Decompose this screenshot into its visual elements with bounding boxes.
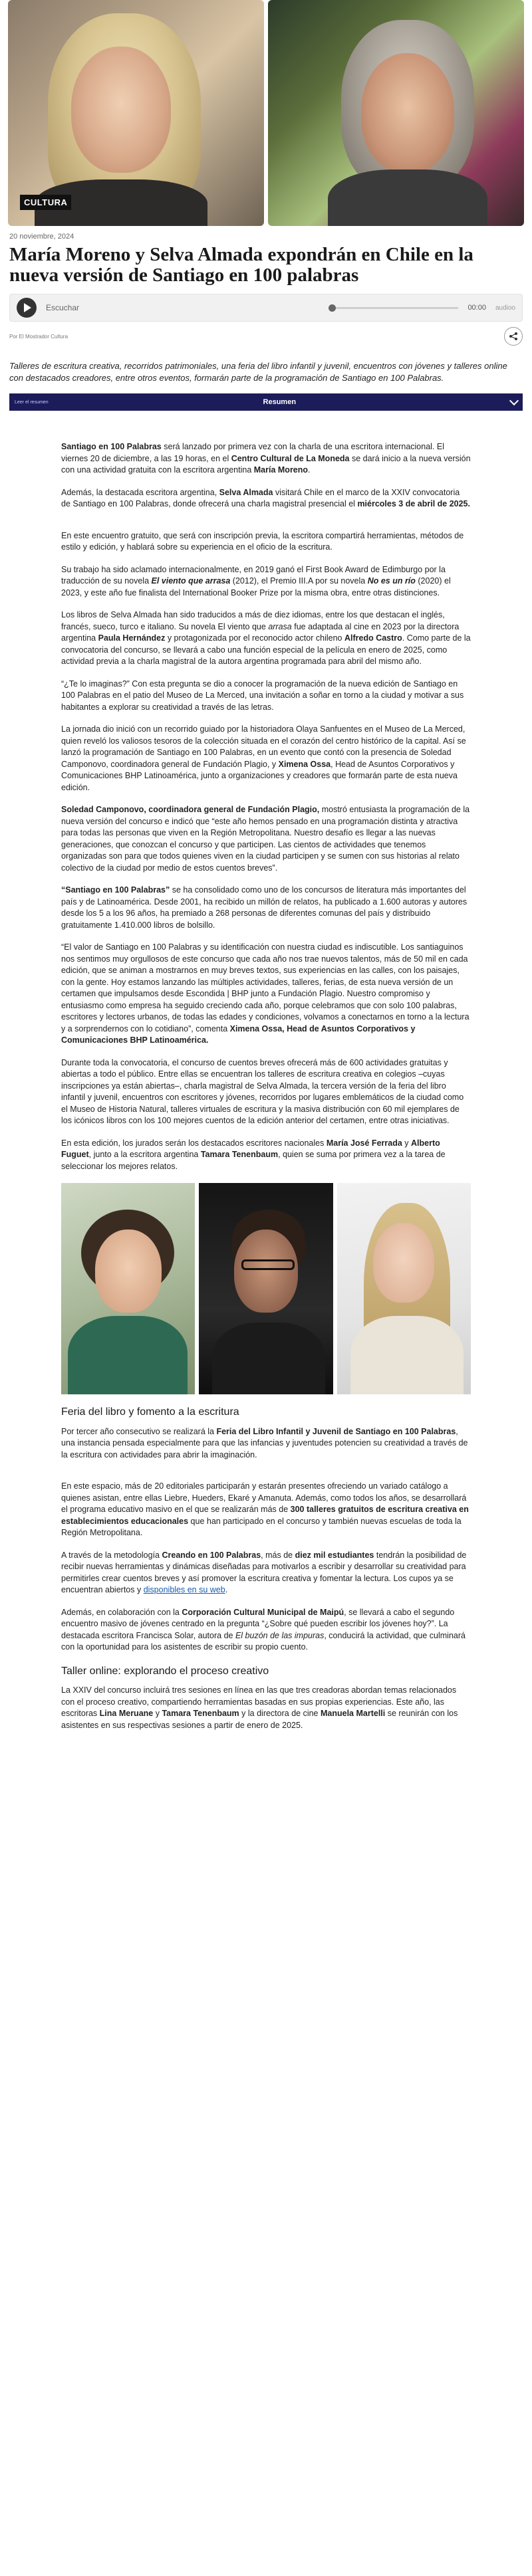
paragraph: “El valor de Santiago en 100 Palabras y su identificación con nuestra ciudad es indiscutible. Los santiaguinos nos sentimos muy orgullosos de este concurso que cada año nos trae nuevos talentos, más de 50 mil en cada edición, que se animan a mostrarnos en muy breves textos, sus experiencias en las calles, con los paisajes, con la gente. Hoy estamos lanzando las múltiples actividades, talleres, ferias, de esta nueva versión de un certamen que impulsamos desde Escondida | BHP junto a Fundación Plagio. Nuestro compromiso y entusiasmo como empresa ha seguido creciendo cada año, porque celebramos que con solo 100 palabras, escritores y lectores urbanos, de todas las edades y condiciones, volvamos a conectarnos en torno a la lectura y a sorprendernos con lo cotidiano”, comenta Ximena Ossa, Head de Asuntos Corporativos y Comunicaciones BHP Latinoamérica. <box>61 942 469 1045</box>
summary-toggle[interactable] <box>9 393 523 411</box>
article-body <box>61 441 471 1731</box>
jury-photo-tamara-tenenbaum <box>337 1183 471 1394</box>
summary-small-label: Leer el resumen <box>15 399 49 405</box>
chevron-down-icon <box>509 395 519 405</box>
share-icon <box>509 332 518 341</box>
section-heading: Taller online: explorando el proceso creativo <box>61 1665 269 1677</box>
paragraph: En este espacio, más de 20 editoriales participarán y estarán presentes ofreciendo un variado catálogo a quienes asistan, entre ellas Liebre, Hueders, Ekaré y Amanuta. Además, como todos los años, se desarrollará el programa educativo masivo en el que se realizarán más de 300 talleres gratuitos de escritura creativa en establecimientos educacionales que han participado en el concurso y también nuevas escuelas de toda la Región Metropolitana. <box>61 1481 469 1537</box>
article-lead: Talleres de escritura creativa, recorridos patrimoniales, una feria del libro infantil y juvenil, encuentros con jóvenes y talleres online con destacados creadores, entre otros eventos, formarán parte de la programación de Santiago en 100 Palabras. <box>9 361 507 383</box>
paragraph: Soledad Camponovo, coordinadora general de Fundación Plagio, mostró entusiasta la programación de la nueva versión del concurso e indicó que “este año hemos pensado en una programación distinta y atractiva para todas las personas que viven en la Región Metropolitana. Nuestro desafío es llegar a las nuevas generaciones, que conozcan el concurso y que participen. Las cientos de actividades que tenemos organizadas son para que todos quienes viven en la ciudad participen y se sumen con sus historias al relato colectivo de la ciudad por medio de estos cuentos breves”. <box>61 805 470 873</box>
web-link[interactable]: disponibles en su web <box>143 1585 225 1594</box>
paragraph: Los libros de Selva Almada han sido traducidos a más de diez idiomas, entre los que destacan el inglés, francés, sueco, turco e italiano. Su novela El viento que arrasa fue adaptada al cine en 2023 por la directora argentina Paula Hernández y protagonizada por el reconocido actor chileno Alfredo Castro. Como parte de la convocatoria del concurso, se llevará a cabo una función especial de la película en enero de 2025, como actividad previa a la charla magistral de la autora argentina programada para abril del mismo año. <box>61 610 471 666</box>
paragraph: Su trabajo ha sido aclamado internacionalmente, en 2019 ganó el First Book Award de Edimburgo por la traducción de su novela El viento que arrasa (2012), el Premio III.A por su novela No es un río (2020) el 2023, y este año fue finalista del International Booker Prize por la misma obra, entre otras distinciones. <box>61 564 451 597</box>
jury-photo-gallery <box>61 1183 471 1394</box>
paragraph: Además, la destacada escritora argentina, Selva Almada visitará Chile en el marco de la XXIV convocatoria de Santiago en 100 Palabras, donde ofrecerá una charla magistral presencial el miércoles 3 de abril de 2025. <box>61 487 470 508</box>
paragraph: Durante toda la convocatoria, el concurso de cuentos breves ofrecerá más de 600 actividades gratuitas y abiertas a todo el público. Entre ellas se encuentran los talleres de escritura creativa en colegios –cuyas inscripciones ya están abiertas–, charla magistral de Selva Almada, la tercera versión de la feria del libro infantil y juvenil, encuentros con escritores y jóvenes, recorridos por lugares emblemáticos de la ciudad como el Museo de Historia Natural, talleres virtuales de escritura y la masiva distribución con 60 mil ejemplares de los icónicos libros con los 100 mejores cuentos de la edición anterior del certamen, entre otras iniciativas. <box>61 1057 464 1125</box>
byline-row <box>0 322 532 346</box>
paragraph: En este encuentro gratuito, que será con inscripción previa, la escritora compartirá herramientas, métodos de estilo y edición, y hablará sobre su experiencia en el oficio de la escritura. <box>61 530 464 552</box>
paragraph: “¿Te lo imaginas?” Con esta pregunta se dio a conocer la programación de la nueva edición de Santiago en 100 Palabras en el patio del Museo de La Merced, una invitación a soñar en torno a la ciudad y motivar a sus habitantes a explorar su creatividad a través de las letras. <box>61 679 464 712</box>
byline: Por El Mostrador Cultura <box>9 333 68 340</box>
paragraph: Por tercer año consecutivo se realizará la Feria del Libro Infantil y Juvenil de Santiago en 100 Palabras, una instancia pensada especialmente para que las infancias y juventudes potencien su creatividad a través de la escritura con actividades para abrir la imaginación. <box>61 1426 468 1459</box>
audio-progress-slider[interactable] <box>332 307 458 309</box>
paragraph: En esta edición, los jurados serán los destacados escritores nacionales María José Ferrada y Alberto Fuguet, junto a la escritora argentina Tamara Tenenbaum, quien se suma por primera vez a la tarea de seleccionar los mejores relatos. <box>61 1138 446 1171</box>
play-button[interactable] <box>17 298 37 318</box>
publish-date: 20 noviembre, 2024 <box>9 233 74 241</box>
audio-label: Escuchar <box>46 303 80 312</box>
section-heading: Feria del libro y fomento a la escritura <box>61 1406 239 1418</box>
paragraph: La XXIV del concurso incluirá tres sesiones en línea en las que tres creadoras abordan temas relacionados con el proceso creativo, compartiendo herramientas basadas en sus propias experiencias. Este año, las escritoras Lina Meruane y Tamara Tenenbaum y la directora de cine Manuela Martelli se reunirán con los asistentes en sus respectivas sesiones a partir de enero de 2025. <box>61 1685 458 1730</box>
share-button[interactable] <box>504 327 523 346</box>
jury-photo-alberto-fuguet <box>199 1183 332 1394</box>
audio-progress-knob[interactable] <box>329 304 336 312</box>
hero-images <box>0 0 532 226</box>
audio-time: 00:00 <box>467 304 486 312</box>
audio-player <box>9 294 523 322</box>
jury-photo-maria-jose-ferrada <box>61 1183 195 1394</box>
summary-title: Resumen <box>263 398 297 406</box>
audio-provider-label: audioo <box>495 304 515 312</box>
paragraph: Santiago en 100 Palabras será lanzado por primera vez con la charla de una escritora internacional. El viernes 20 de diciembre, a las 19 horas, en el Centro Cultural de La Moneda se dará inicio a la nueva versión con una actividad gratuita con la escritora argentina María Moreno. <box>61 442 471 475</box>
paragraph: A través de la metodología Creando en 100 Palabras, más de diez mil estudiantes tendrán la posibilidad de recibir nuevas herramientas y dinámicas diseñadas para motivarlos a escribir y desarrollar su creatividad para permitirles crear cuentos breves y así promover la escritura creativa y fomentar la lectura. Los cupos ya se encuentran abiertos y disponibles en su web. <box>61 1550 467 1594</box>
paragraph: La jornada dio inició con un recorrido guiado por la historiadora Olaya Sanfuentes en el Museo de La Merced, quien reveló los valiosos tesoros de la colección situada en el corazón del centro histórico de la capital. Así se lanzó la programación de Santiago en 100 Palabras, en un evento que contó con la presencia de Soledad Camponovo, coordinadora general de Fundación Plagio, y Ximena Ossa, Head de Asuntos Corporativos y Comunicaciones BHP Latinoamérica, junto a organizaciones y creadores que formarán parte de esta nueva edición. <box>61 724 466 792</box>
paragraph: Además, en colaboración con la Corporación Cultural Municipal de Maipú, se llevará a cabo el segundo encuentro masivo de jóvenes centrado en la pregunta “¿Sobre qué pueden escribir los jóvenes hoy?”. La destacada escritora Francisca Solar, autora de El buzón de las impuras, conducirá la actividad, que culminará con la oportunidad para los asistentes de escribir su propio cuento. <box>61 1607 466 1652</box>
category-badge[interactable]: CULTURA <box>20 195 71 210</box>
hero-photo-selva-almada <box>268 0 524 226</box>
page-title: María Moreno y Selva Almada expondrán en Chile en la nueva versión de Santiago en 100 palabras <box>9 244 473 286</box>
hero-photo-maria-moreno <box>8 0 264 226</box>
paragraph: “Santiago en 100 Palabras” se ha consolidado como uno de los concursos de literatura más importantes del país y de Latinoamérica. Desde 2001, ha recibido un millón de relatos, ha publicado a 1.600 autoras y autores desde los 5 a los 96 años, ha premiado a 268 personas de diferentes comunas del país y distribuido gratuitamente 1.410.000 libros de bolsillo. <box>61 885 467 930</box>
